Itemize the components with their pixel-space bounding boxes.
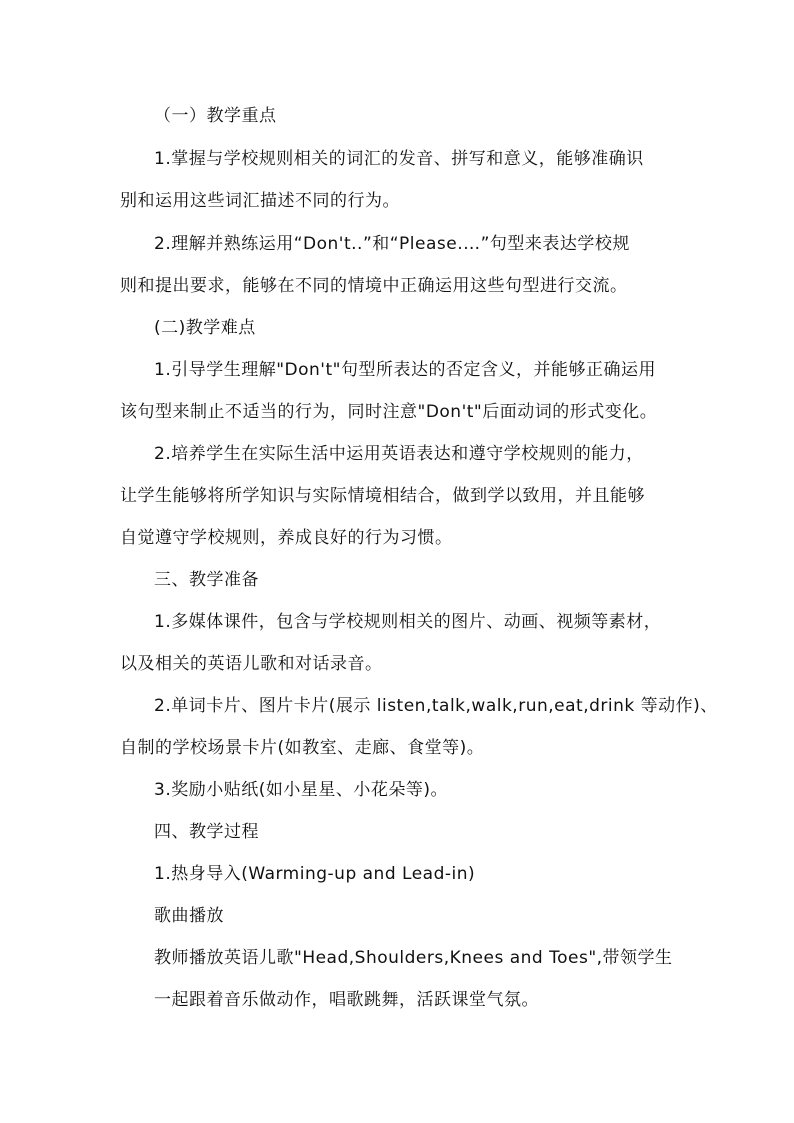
paragraph-line: 歌曲播放 — [154, 906, 224, 926]
subsection-heading-warmup: 1.热身导入(Warming-up and Lead-in) — [154, 864, 476, 884]
paragraph-line: 该句型来制止不适当的行为，同时注意"Don't"后面动词的形式变化。 — [120, 402, 658, 422]
paragraph-line: 以及相关的英语儿歌和对话录音。 — [120, 654, 383, 674]
paragraph-line: 自制的学校场景卡片(如教室、走廊、食堂等)。 — [120, 738, 485, 758]
paragraph-line: 让学生能够将所学知识与实际情境相结合，做到学以致用，并且能够 — [120, 486, 645, 506]
section-heading-key-points: （一）教学重点 — [154, 106, 277, 126]
paragraph-line: 自觉遵守学校规则，养成良好的行为习惯。 — [120, 528, 453, 548]
paragraph-line: 1.引导学生理解"Don't"句型所表达的否定含义，并能够正确运用 — [154, 360, 656, 380]
section-heading-preparation: 三、教学准备 — [154, 570, 259, 590]
paragraph-line: 教师播放英语儿歌"Head,Shoulders,Knees and Toes",带领学生 — [154, 948, 673, 968]
paragraph-line: 2.单词卡片、图片卡片(展示 listen,talk,walk,run,eat,drink 等动作)、 — [154, 696, 718, 716]
paragraph-line: 别和运用这些词汇描述不同的行为。 — [120, 191, 400, 211]
paragraph-line: 2.培养学生在实际生活中运用英语表达和遵守学校规则的能力， — [154, 444, 644, 464]
section-heading-difficulties: (二)教学难点 — [154, 318, 256, 338]
paragraph-line: 1.多媒体课件，包含与学校规则相关的图片、动画、视频等素材， — [154, 612, 662, 632]
paragraph-line: 1.掌握与学校规则相关的词汇的发音、拼写和意义，能够准确识 — [154, 149, 644, 169]
section-heading-process: 四、教学过程 — [154, 822, 259, 842]
paragraph-line: 一起跟着音乐做动作，唱歌跳舞，活跃课堂气氛。 — [154, 990, 539, 1010]
paragraph-line: 2.理解并熟练运用“Don't..”和“Please.…”句型来表达学校规 — [154, 234, 630, 254]
paragraph-line: 3.奖励小贴纸(如小星星、小花朵等)。 — [154, 780, 448, 800]
paragraph-line: 则和提出要求，能够在不同的情境中正确运用这些句型进行交流。 — [120, 276, 628, 296]
